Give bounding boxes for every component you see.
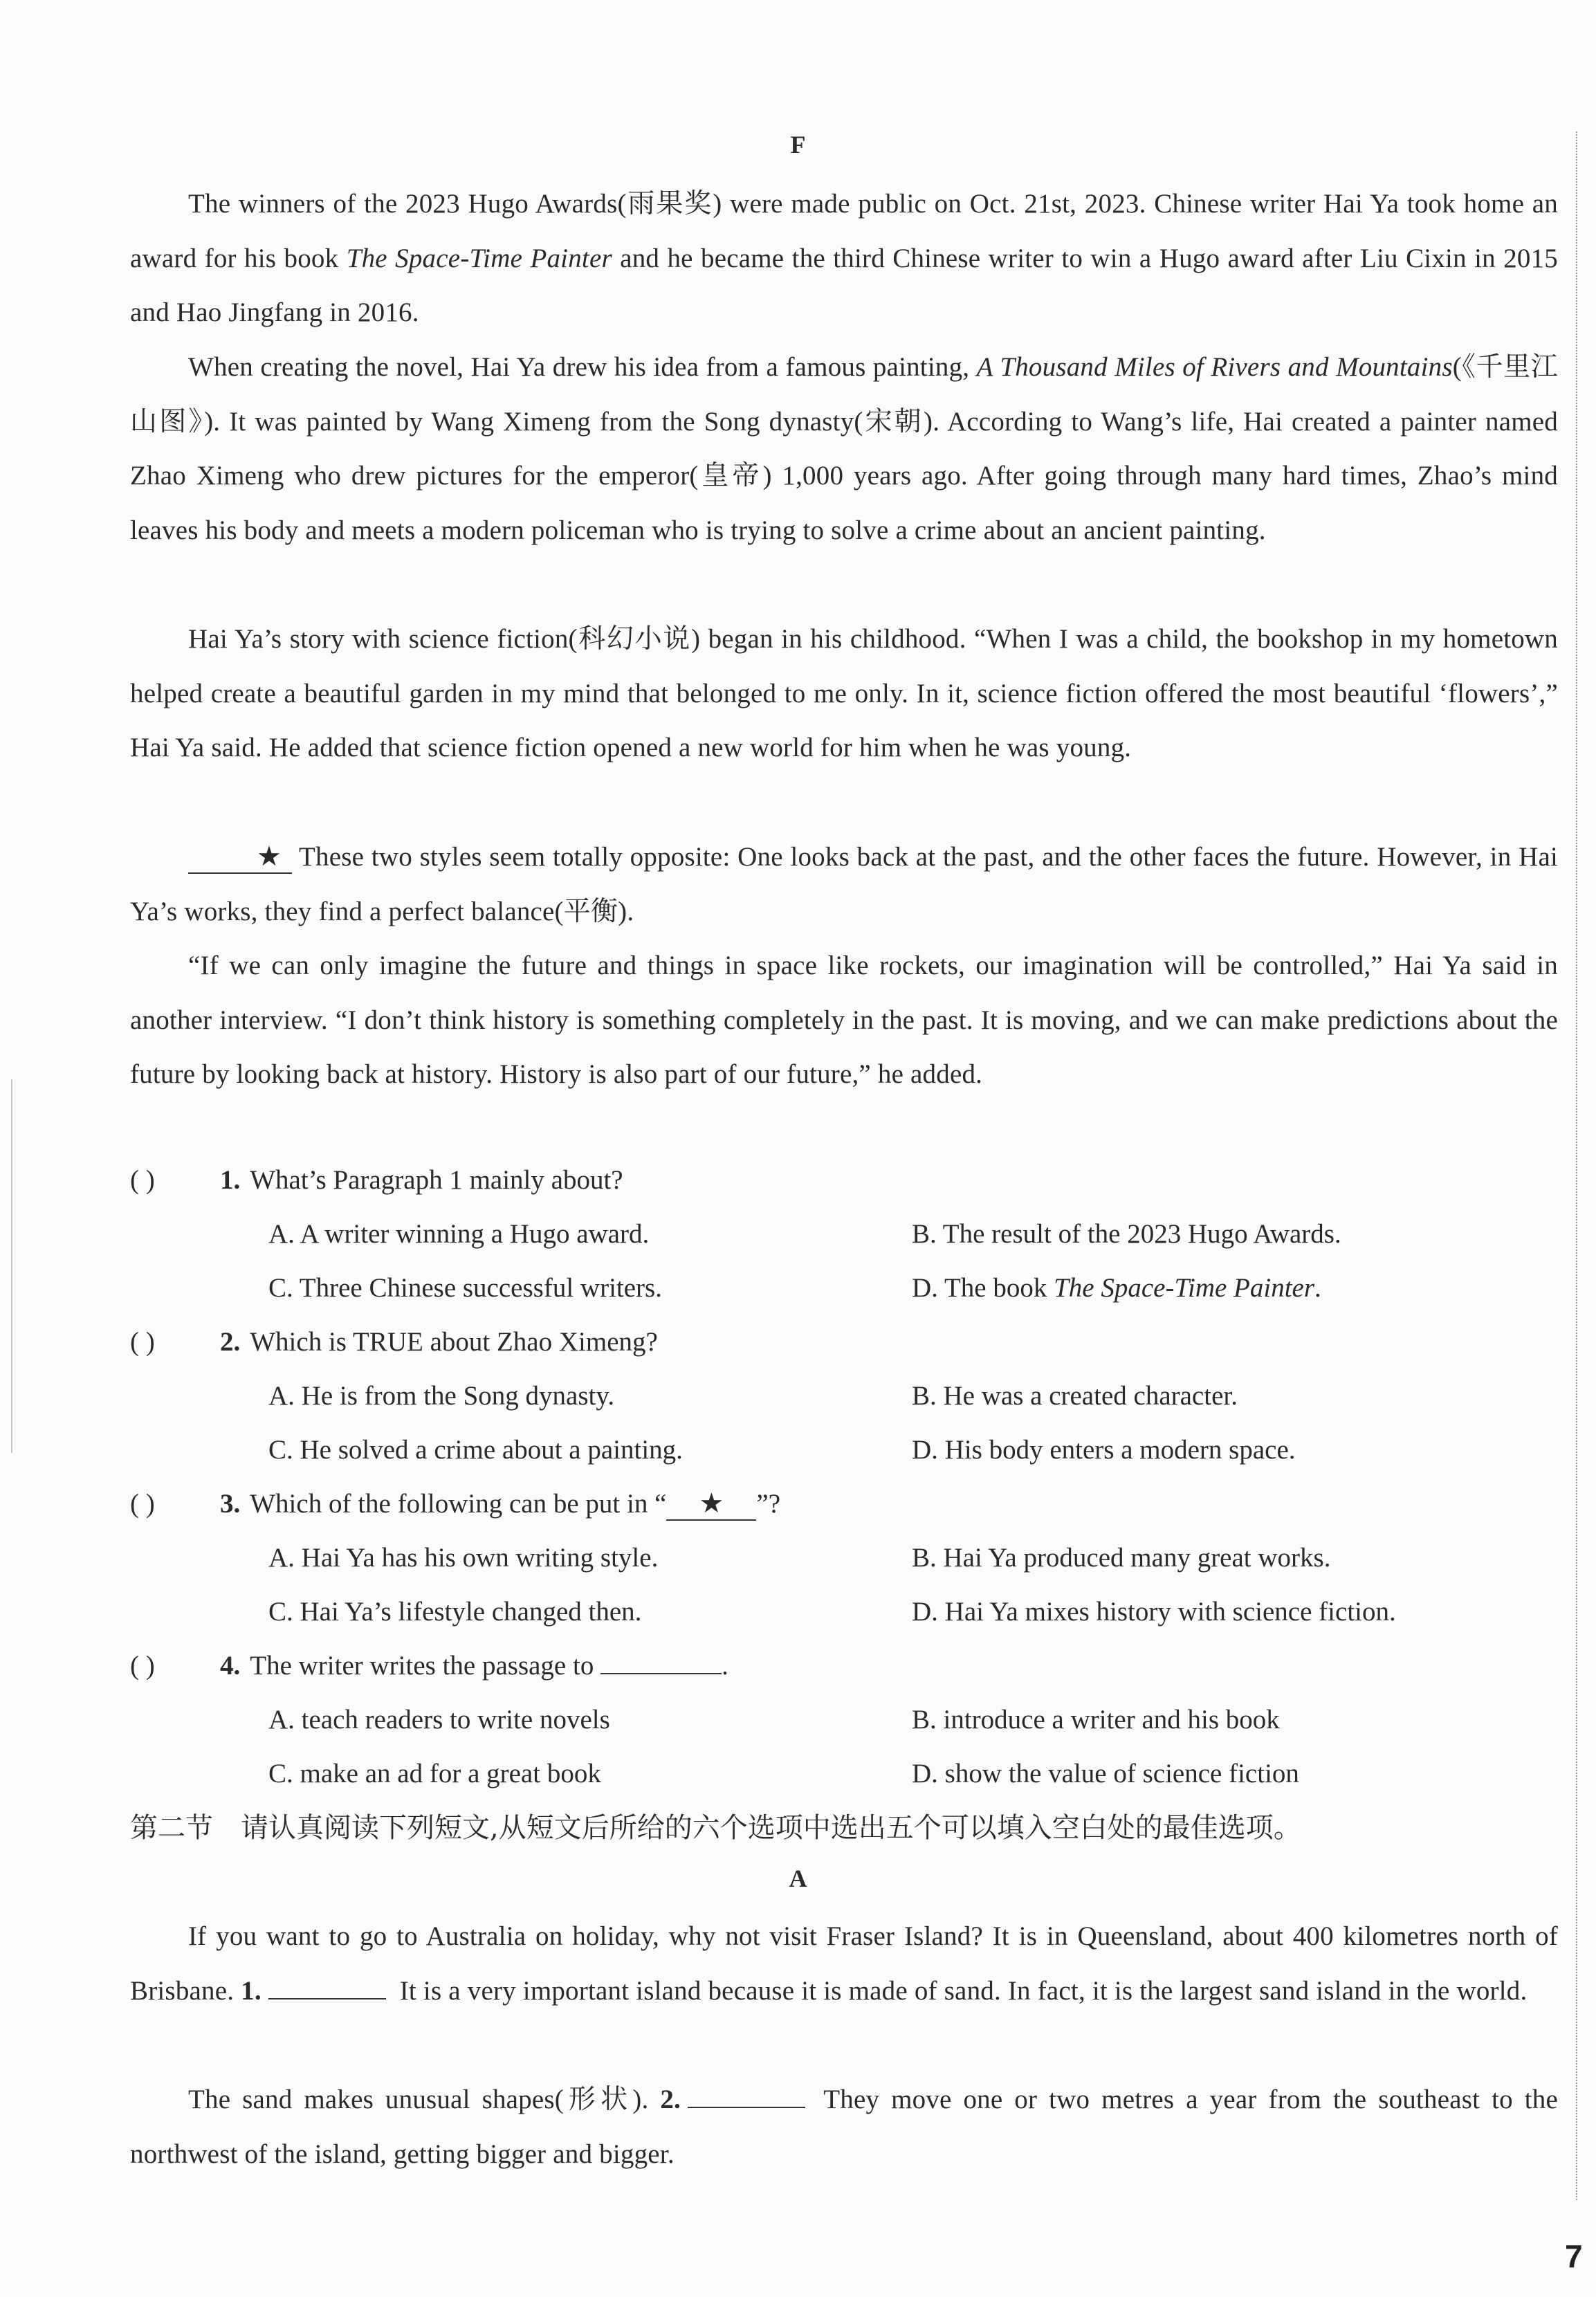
passage-f-paragraph-5: “If we can only imagine the future and things in space like rockets, our imagination will be controlled,” Hai Ya said in another interview. “I don’t think history is something completely in the past. It is moving, and we can make predictions about the future by looking back at history. History is also part of our future,” he added. bbox=[130, 951, 1558, 1089]
passage-f-paragraph-3: Hai Ya’s story with science fiction(科幻小说) began in his childhood. “When I was a child, the bookshop in my hometown helped create a beautiful garden in my mind that belonged to me only. In it, science fiction offered the most beautiful ‘flowers’,” Hai Ya said. He added that science fiction opened a new world for him when he was young. bbox=[130, 624, 1558, 762]
star-icon: ★ bbox=[699, 1488, 724, 1519]
question-number: 4. bbox=[220, 1651, 241, 1681]
q1-option-d-period: . bbox=[1314, 1273, 1321, 1303]
q4-option-a: A. teach readers to write novels bbox=[268, 1705, 610, 1735]
question-stem-a: Which of the following can be put in “ bbox=[250, 1489, 667, 1519]
answer-blank-2[interactable]: ( ) bbox=[130, 1327, 155, 1357]
q2-option-b: B. He was a created character. bbox=[912, 1381, 1238, 1411]
question-stem-b: . bbox=[722, 1651, 728, 1681]
answer-blank-4[interactable]: ( ) bbox=[130, 1651, 155, 1681]
question-2 bbox=[130, 1321, 658, 1363]
q2-option-a: A. He is from the Song dynasty. bbox=[268, 1381, 615, 1411]
fill-in-blank-2[interactable] bbox=[688, 2086, 805, 2108]
passage-f-paragraph-1 bbox=[130, 177, 1558, 340]
q4-option-d: D. show the value of science fiction bbox=[912, 1759, 1299, 1788]
fill-in-blank[interactable] bbox=[600, 1652, 722, 1674]
question-stem-a: The writer writes the passage to bbox=[250, 1651, 601, 1681]
star-icon: ★ bbox=[256, 841, 282, 872]
passage-a-title: A bbox=[789, 1865, 807, 1892]
section-label: 第二节 bbox=[130, 1812, 213, 1844]
p1-text-a: The winners of the 2023 Hugo Awards(雨果奖) were made public on Oct. 21st, 2023. Chinese writer Hai Ya took home an award for his book bbox=[130, 189, 1558, 273]
answer-blank-1[interactable]: ( ) bbox=[130, 1165, 155, 1195]
book-title: The Space-Time Painter bbox=[346, 243, 612, 273]
pa2-text-b: They move one or two metres a year from the southeast to the northwest of the island, getting bigger and bigger. bbox=[130, 2085, 1559, 2169]
page-number: 7 bbox=[1565, 2238, 1583, 2274]
q3-option-c: C. Hai Ya’s lifestyle changed then. bbox=[268, 1597, 642, 1627]
question-number: 1. bbox=[220, 1165, 241, 1195]
painting-title: A Thousand Miles of Rivers and Mountains bbox=[976, 352, 1453, 382]
pa1-text-b: It is a very important island because it is made of sand. In fact, it is the largest sand island in the world. bbox=[392, 1975, 1528, 2006]
question-number: 2. bbox=[220, 1327, 241, 1357]
q2-option-c: C. He solved a crime about a painting. bbox=[268, 1435, 683, 1465]
star-blank bbox=[188, 841, 292, 874]
q1-option-d-book: The Space-Time Painter bbox=[1054, 1273, 1315, 1303]
question-stem-b: ”? bbox=[756, 1489, 781, 1519]
question-stem: What’s Paragraph 1 mainly about? bbox=[250, 1165, 623, 1195]
q1-option-b: B. The result of the 2023 Hugo Awards. bbox=[912, 1219, 1341, 1249]
p2-text-a: When creating the novel, Hai Ya drew his idea from a famous painting, bbox=[188, 352, 977, 382]
q2-option-d: D. His body enters a modern space. bbox=[912, 1435, 1296, 1465]
q1-option-c: C. Three Chinese successful writers. bbox=[268, 1273, 662, 1303]
q4-option-b: B. introduce a writer and his book bbox=[912, 1705, 1280, 1735]
section-2-instruction bbox=[130, 1807, 1301, 1849]
answer-blank-3[interactable]: ( ) bbox=[130, 1489, 155, 1519]
blank-number-1: 1. bbox=[241, 1975, 262, 2006]
question-number: 3. bbox=[220, 1489, 241, 1519]
question-4 bbox=[130, 1645, 728, 1687]
question-3 bbox=[130, 1483, 780, 1525]
pa2-text-a: The sand makes unusual shapes(形状). bbox=[188, 2085, 661, 2114]
question-stem: Which is TRUE about Zhao Ximeng? bbox=[250, 1327, 658, 1357]
p2-text-b: (《千里江山图》). It was painted by Wang Ximeng from the Song dynasty(宋朝). According to Wang’s life, Hai created a painter named Zhao Ximeng who drew pictures for the emperor(皇帝) 1,000 years ago. After going through many hard times, Zhao’s mind leaves his body and meets a modern policeman who is trying to solve a crime about an ancient painting. bbox=[130, 352, 1558, 545]
q1-option-d-text: D. The book bbox=[912, 1273, 1054, 1303]
passage-a-paragraph-2 bbox=[130, 2073, 1558, 2181]
blank-number-2: 2. bbox=[660, 2085, 681, 2114]
passage-f-title: F bbox=[790, 131, 806, 158]
star-blank-inline bbox=[666, 1488, 756, 1521]
binding-mark bbox=[11, 1079, 12, 1453]
passage-f-paragraph-4 bbox=[130, 830, 1558, 939]
passage-f-paragraph-2 bbox=[130, 340, 1558, 558]
p1-text-b: and he became the third Chinese writer to win a Hugo award after Liu Cixin in 2015 and Hao Jingfang in 2016. bbox=[130, 243, 1559, 327]
question-1 bbox=[130, 1160, 623, 1201]
q4-option-c: C. make an ad for a great book bbox=[268, 1759, 601, 1788]
q3-option-d: D. Hai Ya mixes history with science fiction. bbox=[912, 1597, 1396, 1627]
q1-option-a: A. A writer winning a Hugo award. bbox=[268, 1219, 650, 1249]
section-instruction: 请认真阅读下列短文,从短文后所给的六个选项中选出五个可以填入空白处的最佳选项。 bbox=[241, 1812, 1301, 1844]
q3-option-a: A. Hai Ya has his own writing style. bbox=[268, 1543, 659, 1573]
q3-option-b: B. Hai Ya produced many great works. bbox=[912, 1543, 1331, 1573]
q1-option-d bbox=[912, 1268, 1321, 1309]
p4-text: These two styles seem totally opposite: One looks back at the past, and the other faces the future. However, in Hai Ya’s works, they find a perfect balance(平衡). bbox=[130, 842, 1558, 926]
fill-in-blank-1[interactable] bbox=[268, 1977, 386, 1999]
pa1-text-a: If you want to go to Australia on holiday, why not visit Fraser Island? It is in Queensland, about 400 kilometres north of Brisbane. bbox=[130, 1921, 1558, 2006]
passage-a-paragraph-1 bbox=[130, 1910, 1558, 2018]
